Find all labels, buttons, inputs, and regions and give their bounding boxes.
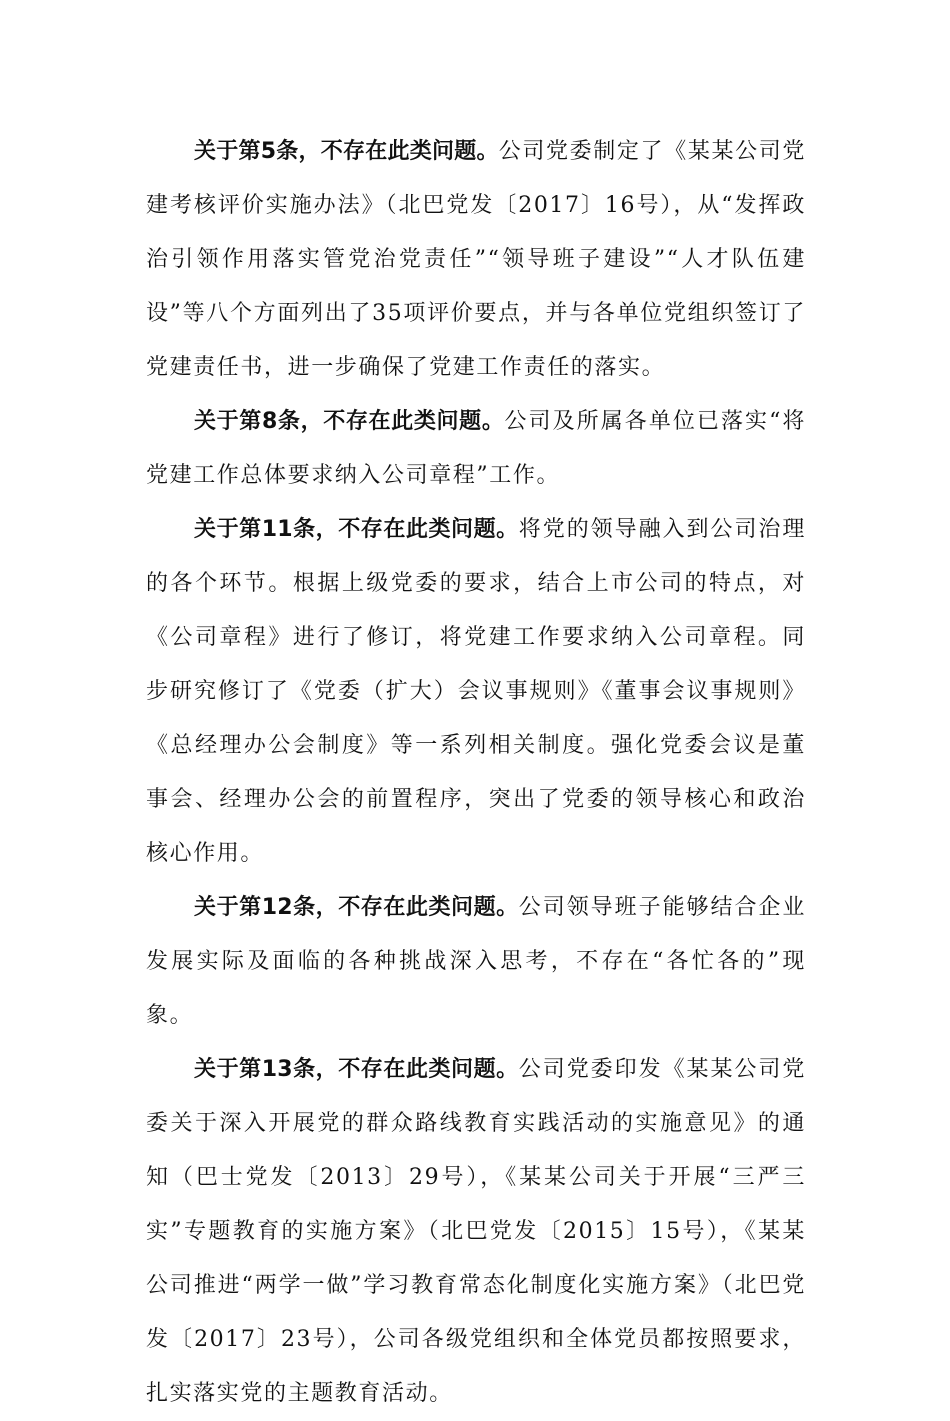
- paragraph-article-13: [146, 1043, 806, 1421]
- paragraph-article-8: [146, 395, 806, 503]
- paragraph-article-5: [146, 125, 806, 395]
- document-page: [146, 125, 806, 1421]
- paragraph-text: 公司领导班子能够结合企业发展实际及面临的各种挑战深入思考，不存在“各忙各的”现象。: [146, 895, 807, 1028]
- paragraph-lead: 关于第5条，不存在此类问题。: [194, 139, 499, 164]
- paragraph-text: 公司及所属各单位已落实“将党建工作总体要求纳入公司章程”工作。: [146, 409, 806, 488]
- paragraph-lead: 关于第12条，不存在此类问题。: [194, 895, 519, 920]
- paragraph-text: 公司党委制定了《某某公司党建考核评价实施办法》（北巴党发〔2017〕16号），从“发挥政治引领作用落实管党治党责任”“领导班子建设”“人才队伍建设”等八个方面列出了35项评价要点，并与各单位党组织签订了党建责任书，进一步确保了党建工作责任的落实。: [146, 139, 807, 380]
- paragraph-text: 公司党委印发《某某公司党委关于深入开展党的群众路线教育实践活动的实施意见》的通知（巴士党发〔2013〕29号），《某某公司关于开展“三严三实”专题教育的实施方案》（北巴党发〔2015〕15号），《某某公司推进“两学一做”学习教育常态化制度化实施方案》（北巴党发〔2017〕23号），公司各级党组织和全体党员都按照要求，扎实落实党的主题教育活动。: [146, 1057, 807, 1406]
- paragraph-text: 将党的领导融入到公司治理的各个环节。根据上级党委的要求，结合上市公司的特点，对《公司章程》进行了修订，将党建工作要求纳入公司章程。同步研究修订了《党委（扩大）会议事规则》《董事会议事规则》《总经理办公会制度》等一系列相关制度。强化党委会议是董事会、经理办公会的前置程序，突出了党委的领导核心和政治核心作用。: [146, 517, 807, 866]
- paragraph-lead: 关于第8条，不存在此类问题。: [194, 409, 505, 434]
- paragraph-lead: 关于第11条，不存在此类问题。: [194, 517, 519, 542]
- paragraph-article-12: [146, 881, 806, 1043]
- paragraph-lead: 关于第13条，不存在此类问题。: [194, 1057, 519, 1082]
- paragraph-article-11: [146, 503, 806, 881]
